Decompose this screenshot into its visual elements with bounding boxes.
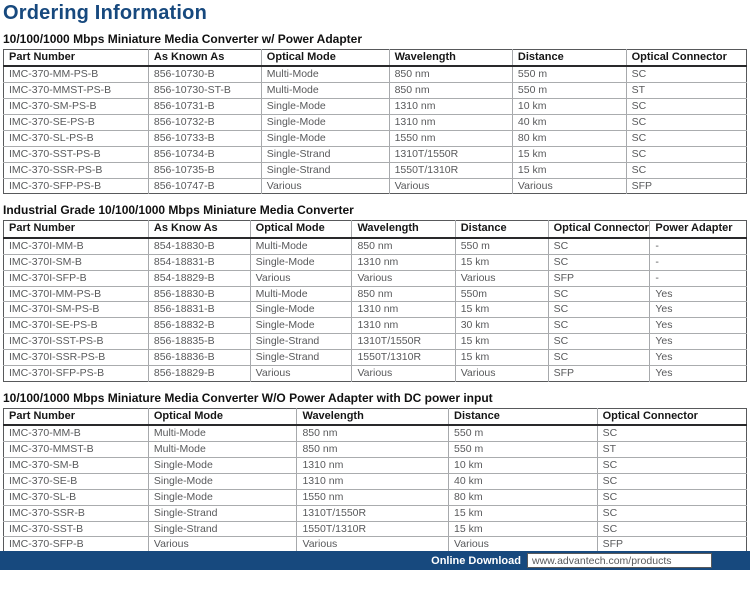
table-header-row [4,221,747,238]
column-header: As Known As [148,50,261,67]
column-header: Part Number [4,50,149,67]
table-cell: IMC-370-MMST-PS-B [4,83,149,99]
table-cell: Various [455,365,548,381]
table-cell: 10 km [449,458,598,474]
table-cell: Single-Strand [250,334,352,350]
table-cell: 856-10730-ST-B [148,83,261,99]
table-cell: IMC-370I-SFP-B [4,270,149,286]
table-cell: IMC-370I-SM-PS-B [4,302,149,318]
table-row [4,238,747,254]
table-cell: 30 km [455,318,548,334]
table-cell: IMC-370I-SST-PS-B [4,334,149,350]
table-row [4,254,747,270]
column-header: Optical Mode [261,50,389,67]
table-cell: 854-18829-B [148,270,250,286]
table-row [4,99,747,115]
table-cell: Single-Strand [250,350,352,366]
column-header: Distance [455,221,548,238]
table-cell: IMC-370-SM-PS-B [4,99,149,115]
table-cell: SFP [626,178,746,194]
table-cell: Various [389,178,512,194]
table-row [4,83,747,99]
table-cell: 856-10730-B [148,66,261,82]
table-industrial-grade [3,220,747,381]
table-cell: SC [597,505,746,521]
table-cell: SC [548,350,650,366]
table-row [4,178,747,194]
table-cell: 856-10731-B [148,99,261,115]
table-cell: Single-Mode [261,130,389,146]
table-cell: Yes [650,365,747,381]
table-cell: SC [548,334,650,350]
table-cell: 1310 nm [352,254,455,270]
table-cell: Various [297,537,449,553]
table-cell: Single-Mode [250,318,352,334]
column-header: Optical Connector [626,50,746,67]
table-cell: 856-18836-B [148,350,250,366]
table-cell: SC [597,473,746,489]
table-row [4,365,747,381]
table-cell: 856-10747-B [148,178,261,194]
table-cell: 1310 nm [297,458,449,474]
table-cell: Yes [650,334,747,350]
table-cell: - [650,270,747,286]
column-header: Distance [449,408,598,425]
table-cell: ST [597,442,746,458]
table-cell: IMC-370-SST-B [4,521,149,537]
table-cell: Various [261,178,389,194]
table-cell: SC [597,458,746,474]
table-cell: 15 km [449,505,598,521]
table-cell: SC [548,318,650,334]
table-cell: SC [548,286,650,302]
table-cell: Single-Mode [148,458,297,474]
online-download-label: Online Download [431,554,521,567]
table-cell: 856-18829-B [148,365,250,381]
table-cell: IMC-370-MMST-B [4,442,149,458]
table-cell: 850 nm [352,286,455,302]
table-row [4,270,747,286]
table-cell: 856-10732-B [148,115,261,131]
download-url-box[interactable] [527,553,712,568]
table-cell: 1550T/1310R [297,521,449,537]
table-cell: - [650,238,747,254]
table-cell: SC [626,162,746,178]
table-cell: Single-Mode [261,115,389,131]
table-cell: IMC-370-MM-B [4,425,149,441]
table-cell: Various [352,365,455,381]
column-header: Part Number [4,408,149,425]
table-cell: SC [597,489,746,505]
table-title-wo-power-adapter: 10/100/1000 Mbps Miniature Media Converter W/O Power Adapter with DC power input [3,390,493,405]
table-cell: 850 nm [297,425,449,441]
table-cell: 856-18830-B [148,286,250,302]
table-cell: Yes [650,350,747,366]
table-cell: 856-18831-B [148,302,250,318]
table-cell: Multi-Mode [148,425,297,441]
table-row [4,442,747,458]
column-header: Distance [512,50,626,67]
table-cell: Various [148,537,297,553]
table-wo-power-adapter [3,408,747,553]
table-cell: Multi-Mode [261,66,389,82]
table-cell: SC [597,425,746,441]
table-cell: 80 km [512,130,626,146]
table-cell: IMC-370-MM-PS-B [4,66,149,82]
table-cell: 1310T/1550R [389,146,512,162]
table-cell: IMC-370I-SE-PS-B [4,318,149,334]
table-cell: 1310 nm [352,302,455,318]
column-header: Optical Mode [250,221,352,238]
table-cell: IMC-370-SFP-B [9,538,84,551]
table-power-adapter [3,49,747,194]
table-cell: 15 km [455,254,548,270]
column-header: Wavelength [389,50,512,67]
table-title-power-adapter: 10/100/1000 Mbps Miniature Media Converter w/ Power Adapter [3,32,363,46]
table-cell: ST [626,83,746,99]
table-cell: 550 m [512,83,626,99]
table-cell: 1550T/1310R [389,162,512,178]
table-cell: 1550T/1310R [352,350,455,366]
table-cell: IMC-370-SM-B [4,458,149,474]
download-url[interactable]: www.advantech.com/products [532,554,672,567]
table-cell: Single-Strand [261,146,389,162]
table-cell: Multi-Mode [148,442,297,458]
table-cell: Single-Strand [261,162,389,178]
table-cell: 856-10733-B [148,130,261,146]
table-cell: 856-18835-B [148,334,250,350]
table-cell: 40 km [512,115,626,131]
table-cell: 80 km [449,489,598,505]
table-row [4,130,747,146]
table-cell: 854-18831-B [148,254,250,270]
table-title-industrial-grade: Industrial Grade 10/100/1000 Mbps Miniature Media Converter [3,203,354,218]
table-cell: Yes [650,286,747,302]
table-cell: SC [626,66,746,82]
table-cell: IMC-370I-MM-B [4,238,149,254]
table-cell: IMC-370-SL-B [4,489,149,505]
table-cell: 1550 nm [389,130,512,146]
table-cell: 1310 nm [297,473,449,489]
table-cell: Single-Mode [148,473,297,489]
table-row [4,115,747,131]
table-cell: IMC-370-SE-B [4,473,149,489]
table-row [4,162,747,178]
table-cell: Various [455,270,548,286]
table-cell: SFP [597,537,746,553]
table-row [4,286,747,302]
column-header: Part Number [4,221,149,238]
table-cell: IMC-370-SFP-PS-B [9,179,102,192]
table-cell: 856-10734-B [148,146,261,162]
table-cell: Yes [650,302,747,318]
table-cell: 850 nm [389,83,512,99]
table-cell: Single-Mode [250,302,352,318]
table-cell: Various [250,270,352,286]
table-row [4,473,747,489]
table-cell: 850 nm [352,238,455,254]
table-cell: IMC-370-SST-PS-B [4,146,149,162]
table-header-row [4,50,747,67]
table-row [4,302,747,318]
table-cell: 15 km [512,162,626,178]
table-cell: Single-Mode [261,99,389,115]
table-cell: Various [250,365,352,381]
page-title: Ordering Information [3,2,207,24]
table-cell: 550 m [512,66,626,82]
table-cell: 850 nm [297,442,449,458]
table-cell: SFP [548,365,650,381]
table-cell: 1310 nm [352,318,455,334]
table-cell: SC [548,302,650,318]
table-cell: SC [626,115,746,131]
table-cell: 40 km [449,473,598,489]
column-header: Wavelength [297,408,449,425]
table-cell: IMC-370-SSR-PS-B [4,162,149,178]
table-cell: Various [449,537,598,553]
table-row [4,425,747,441]
table-cell: IMC-370I-SM-B [4,254,149,270]
table-row [4,505,747,521]
table-cell: 15 km [449,521,598,537]
table-row [4,66,747,82]
table-cell: SC [626,130,746,146]
table-cell: Various [352,270,455,286]
table-cell: 15 km [512,146,626,162]
table-cell: 1310 nm [389,115,512,131]
table-cell: IMC-370I-MM-PS-B [4,286,149,302]
table-cell: Multi-Mode [261,83,389,99]
table-cell: Single-Strand [148,505,297,521]
column-header: Optical Connector [548,221,650,238]
column-header: Optical Connector [597,408,746,425]
column-header: Wavelength [352,221,455,238]
table-cell: 1310 nm [389,99,512,115]
table-cell: 550 m [449,442,598,458]
table-cell: Multi-Mode [250,286,352,302]
table-cell: 15 km [455,334,548,350]
table-row [4,458,747,474]
table-cell: SC [597,521,746,537]
table-cell: IMC-370-SL-PS-B [4,130,149,146]
table-cell: IMC-370-SSR-B [4,505,149,521]
table-cell: Yes [650,318,747,334]
table-cell: Various [512,178,626,194]
column-header: Power Adapter [650,221,747,238]
table-cell: 1310T/1550R [297,505,449,521]
table-row [4,318,747,334]
table-cell: 1310T/1550R [352,334,455,350]
table-cell: 550 m [449,425,598,441]
table-cell: SC [548,254,650,270]
table-cell: 1550 nm [297,489,449,505]
table-cell: IMC-370I-SFP-PS-B [9,366,105,379]
table-cell: SC [548,238,650,254]
table-cell: 854-18830-B [148,238,250,254]
table-row [4,146,747,162]
column-header: As Know As [148,221,250,238]
table-cell: SC [626,146,746,162]
table-cell: Multi-Mode [250,238,352,254]
column-header: Optical Mode [148,408,297,425]
table-cell: 15 km [455,350,548,366]
table-cell: Single-Mode [250,254,352,270]
table-cell: SFP [548,270,650,286]
table-row [4,350,747,366]
table-cell: IMC-370I-SSR-PS-B [4,350,149,366]
table-cell: 856-18832-B [148,318,250,334]
table-row [4,334,747,350]
table-cell: Single-Strand [148,521,297,537]
table-cell: 850 nm [389,66,512,82]
table-cell: SC [626,99,746,115]
table-row [4,521,747,537]
table-row [4,489,747,505]
table-header-row [4,408,747,425]
table-cell: Single-Mode [148,489,297,505]
table-cell: 856-10735-B [148,162,261,178]
table-cell: - [650,254,747,270]
table-cell: 15 km [455,302,548,318]
footer-bar [0,551,750,570]
table-cell: IMC-370-SE-PS-B [4,115,149,131]
table-cell: 550 m [455,238,548,254]
table-cell: 10 km [512,99,626,115]
table-cell: 550m [455,286,548,302]
